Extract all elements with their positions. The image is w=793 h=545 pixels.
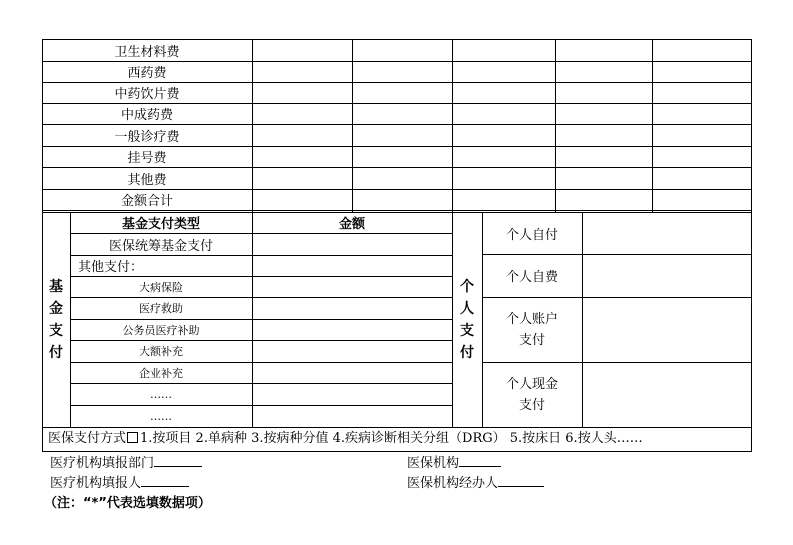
fee-row-label: 一般诊疗费 [114, 129, 180, 145]
grid-line [751, 212, 752, 452]
footnote: （注：“*”代表选填数据项） [44, 496, 211, 511]
grid-line [452, 39, 453, 212]
fee-row-label: 卫生材料费 [114, 44, 180, 60]
fund-row-label: 公务员医疗补助 [122, 323, 200, 337]
fund-amount-header: 金额 [338, 217, 365, 232]
fund-row-label: 其他支付： [78, 260, 144, 275]
grid-line [42, 427, 43, 452]
grid-line [252, 39, 253, 212]
fee-row-label: 挂号费 [127, 151, 167, 166]
filler-label: 医疗机构填报人 [50, 476, 142, 491]
personal-item-label: 个人现金 支付 [505, 376, 558, 413]
dept-blank[interactable] [154, 454, 202, 467]
agency-blank[interactable] [459, 454, 501, 467]
fund-row-label: 医保统筹基金支付 [108, 238, 213, 254]
fee-row-label: 中成药费 [120, 108, 173, 123]
agency-label: 医保机构 [407, 456, 460, 471]
handler-label: 医保机构经办人 [407, 476, 499, 491]
personal-payment-side-label: 个 人 支 付 [460, 278, 474, 361]
personal-item-label: 个人自付 [505, 227, 558, 243]
fund-row-label: …… [150, 409, 172, 423]
fund-row-label: …… [150, 387, 172, 401]
fund-type-header: 基金支付类型 [121, 217, 200, 232]
fee-total-label: 金额合计 [120, 194, 173, 209]
payment-method-checkbox[interactable] [127, 432, 138, 443]
handler-blank[interactable] [498, 474, 544, 487]
agency-field [407, 452, 501, 471]
fund-row-label: 企业补充 [139, 366, 183, 380]
handler-field [407, 472, 544, 491]
grid-line [42, 210, 752, 211]
fund-row-label: 大额补充 [139, 345, 183, 358]
grid-line [751, 39, 752, 212]
filler-field [50, 472, 189, 491]
fund-row-label: 医疗救助 [139, 302, 183, 315]
payment-method-label: 医保支付方式 [48, 431, 127, 446]
personal-item-label: 个人账户 支付 [505, 311, 558, 348]
fee-row-label: 西药费 [127, 66, 167, 81]
grid-line [555, 39, 556, 212]
payment-method-options: 1.按项目 2.单病种 3.按病种分值 4.疾病诊断相关分组（DRG） 5.按床日 6.按人头…… [140, 431, 643, 446]
fund-payment-side-label: 基 金 支 付 [49, 278, 63, 361]
personal-item-label: 个人自费 [505, 270, 558, 285]
fund-row-label: 大病保险 [139, 280, 183, 294]
payment-method-row [48, 430, 643, 447]
fee-row-label: 其他费 [127, 172, 167, 188]
fee-row-label: 中药饮片费 [114, 87, 180, 102]
grid-line [42, 427, 752, 428]
dept-label: 医疗机构填报部门 [50, 456, 155, 471]
dept-field [50, 452, 202, 471]
filler-blank[interactable] [141, 474, 189, 487]
grid-line [582, 212, 583, 427]
grid-line [352, 39, 353, 212]
grid-line [652, 39, 653, 212]
